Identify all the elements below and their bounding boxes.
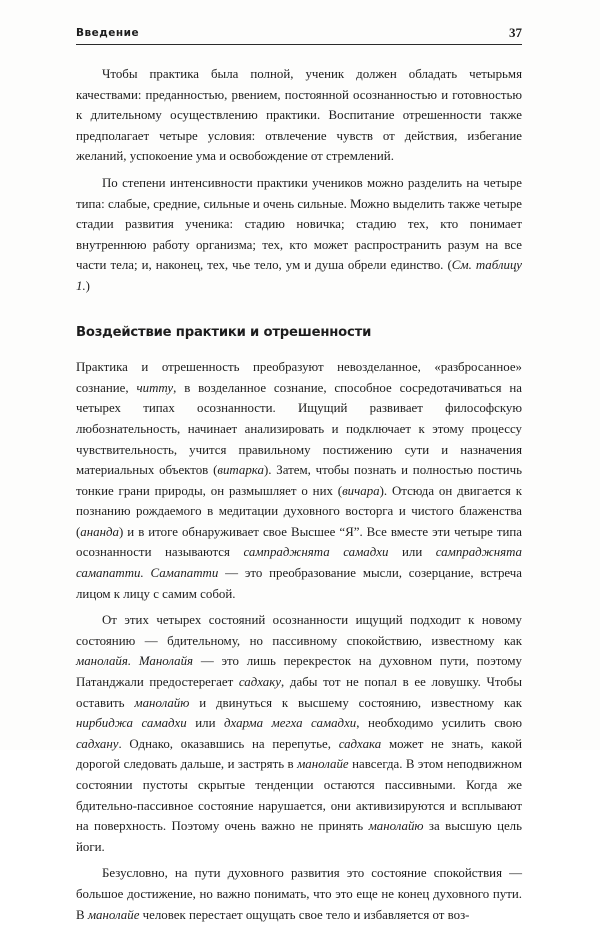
italic-term: садхаку [238, 675, 282, 690]
italic-term: ананда [80, 524, 119, 539]
italic-term: сампраджнята самадхи [243, 545, 389, 560]
italic-term: дхарма мегха самадхи [224, 716, 357, 731]
italic-term: садхану [76, 736, 119, 751]
running-title: Введение [76, 27, 140, 39]
italic-term: вичара [342, 483, 380, 498]
italic-term: сампраджнята самапатти. Самапатти [76, 545, 522, 581]
body-text [76, 64, 522, 925]
italic-term: нирбиджа самадхи [76, 716, 187, 731]
paragraph: По степени интенсивности практики учеников можно разделить на четыре типа: слабые, средние, сильные и очень сильные. Можно выделить также четыре стадии развития ученика: стадию новичка; стадию тех, кто понимает внутреннюю работу организма; тех, кто может распространить разум на все части тела; и, наконец, тех, чье тело, ум и душа обрели единство. (См. таблицу 1.) [76, 175, 522, 293]
paragraph: Чтобы практика была полной, ученик должен обладать четырьмя качествами: преданностью, рвением, постоянной осознанностью и готовностью к длительному осуществлению практики. Воспитание отрешенности также предполагает четыре условия: отвлечение чувств от действия, избегание желаний, успокоение ума и освобождение от стремлений. [76, 67, 522, 164]
paragraph: Практика и отрешенность преобразуют невозделанное, «разбросанное» сознание, читту, в возделанное сознание, способное сосредотачиваться на четырех типах осознанности. Ищущий развивает философскую любознательность, начинает анализировать и подключает к этому процессу чувствительность, учится правильному постижению сути и назначения материальных объектов (витарка). Затем, чтобы познать и полностью постичь тонкие грани природы, он размышляет о них (вичара). Отсюда он двигается к познанию рождаемого в медитации духовного восторга и чистого блаженства (ананда) и в итоге обнаруживает свое Высшее “Я”. Все вместе эти четыре типа осознанности называются сампраджнята самадхи или сампраджнята самапатти. Самапатти — это преобразование мысли, созерцание, встреча лицом к лицу с самим собой. [76, 360, 523, 601]
italic-term: манолайя. Манолайя [76, 654, 194, 669]
running-header [76, 24, 522, 45]
section-heading: Воздействие практики и отрешенности [76, 324, 372, 340]
italic-term: витарка [217, 463, 264, 478]
italic-term: См. таблицу 1. [76, 258, 522, 293]
italic-term: садхака [338, 736, 382, 751]
italic-term: манолайю [368, 819, 424, 834]
italic-term: манолайю [134, 695, 190, 710]
italic-term: читту [136, 380, 174, 395]
italic-term: манолайе [87, 907, 140, 922]
paragraph: От этих четырех состояний осознанности ищущий подходит к новому состоянию — бдительному, но пассивному спокойствию, известному как манолайя. Манолайя — это лишь перекресток на духовном пути, поэтому Патанджали предостерегает садхаку, дабы тот не попал в ее ловушку. Чтобы оставить манолайю и двинуться к высшему состоянию, известному как нирбиджа самадхи или дхарма мегха самадхи, необходимо усилить свою садхану. Однако, оказавшись на перепутье, садхака может не знать, какой дорогой следовать дальше, и застрять в манолайе навсегда. В этом неподвижном состоянии пустоты скрытые тенденции остаются пассивными. Когда же бдительно-пассивное состояние нарушается, они активизируются и всплывают на поверхность. Поэтому очень важно не принять манолайю за высшую цель йоги. [76, 613, 522, 854]
page-number: 37 [509, 25, 522, 40]
italic-term: манолайе [297, 757, 349, 772]
paragraph: Безусловно, на пути духовного развития это состояние спокойствия — большое достижение, но важно понимать, что это еще не конец духовного пути. В манолайе человек перестает ощущать свое тело и избавляется от воз- [76, 866, 522, 922]
